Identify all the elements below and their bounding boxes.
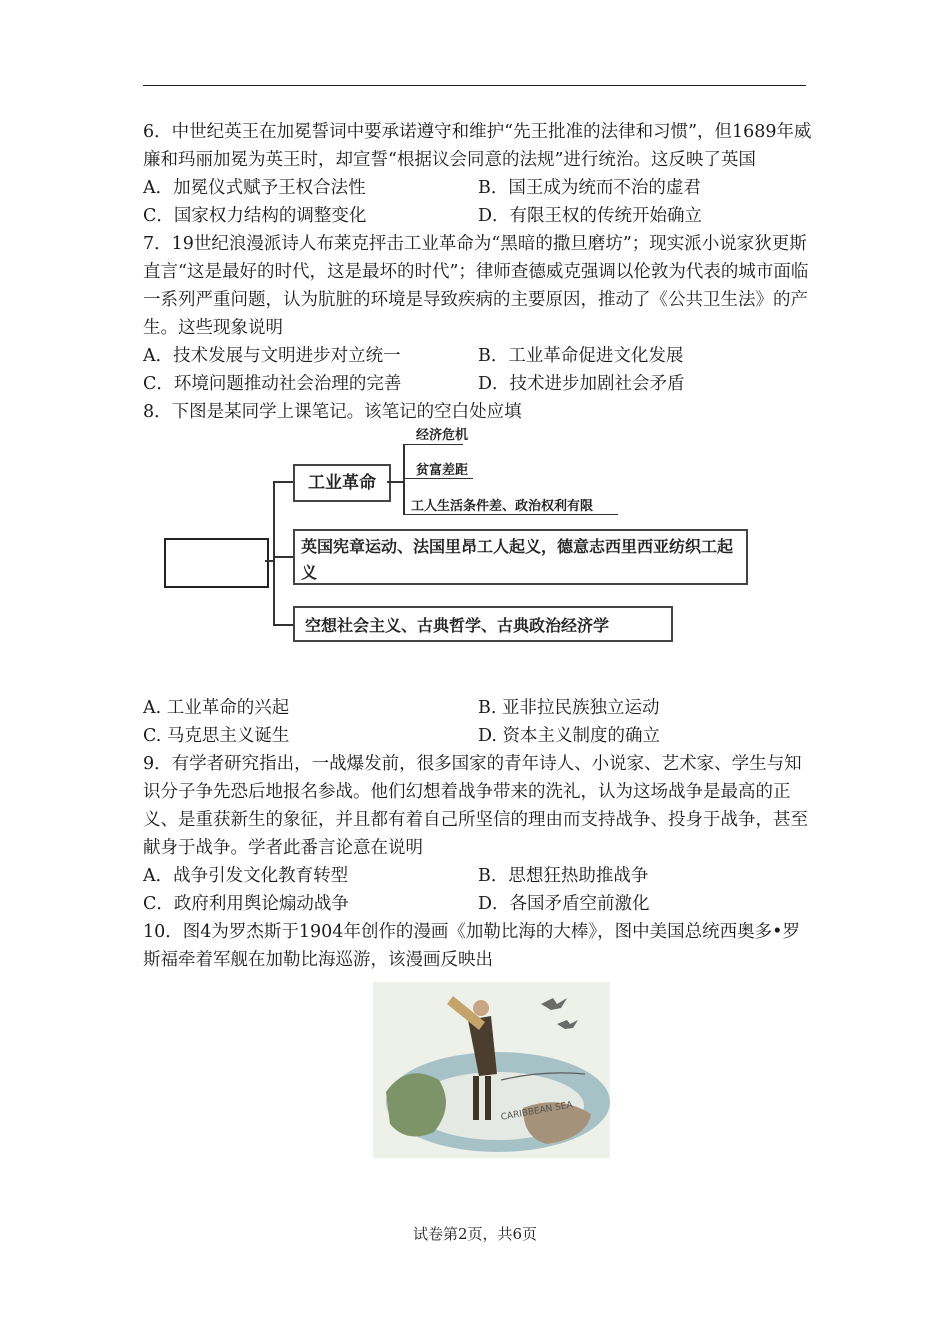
connector-line <box>273 556 293 558</box>
caribbean-sea-label: CARIBBEAN SEA <box>500 1100 574 1123</box>
q7-option-a: A．技术发展与文明进步对立统一 <box>143 346 401 366</box>
q9-option-a: A．战争引发文化教育转型 <box>143 866 349 886</box>
q8-option-c: C. 马克思主义诞生 <box>143 726 290 746</box>
q6-option-b: B．国王成为统而不治的虚君 <box>478 178 701 198</box>
big-stick-cartoon-image <box>373 982 610 1158</box>
question-6-options-row1 <box>143 174 813 202</box>
blank-box <box>164 538 269 588</box>
theory-sources-box: 空想社会主义、古典哲学、古典政治经济学 <box>293 606 673 642</box>
q8-option-d: D. 资本主义制度的确立 <box>478 726 661 746</box>
question-6-options-row2 <box>143 202 813 230</box>
question-8-options-row2 <box>143 722 813 750</box>
question-9-stem: 9．有学者研究指出，一战爆发前，很多国家的青年诗人、小说家、艺术家、学生与知识分子争先恐后地报名参战。他们幻想着战争带来的洗礼，认为这场战争是最高的正义、是重获新生的象征，并且都有着自己所坚信的理由而支持战争、投身于战争，甚至献身于战争。学者此番言论意在说明 <box>143 754 808 858</box>
q9-option-b: B．思想狂热助推战争 <box>478 866 649 886</box>
question-7-options-row2 <box>143 370 813 398</box>
question-9-options-row2 <box>143 890 813 918</box>
sub-worker-conditions: 工人生活条件差、政治权利有限 <box>411 499 594 514</box>
connector-trunk <box>273 481 275 626</box>
q6-option-d: D．有限王权的传统开始确立 <box>478 206 703 226</box>
page-footer: 试卷第2页，共6页 <box>412 1225 538 1243</box>
question-7-stem: 7．19世纪浪漫派诗人布莱克抨击工业革命为“黑暗的撒旦磨坊”；现实派小说家狄更斯直言“这是最好的时代，这是最坏的时代”；律师查德威克强调以伦敦为代表的城市面临一系列严重问题，认为肮脏的环境是导致疾病的主要原因，推动了《公共卫生法》的产生。这些现象说明 <box>143 234 809 338</box>
connector-line <box>387 481 403 483</box>
question-6-stem: 6．中世纪英王在加冕誓词中要承诺遵守和维护“先王批准的法律和习惯”，但1689年威廉和玛丽加冕为英王时，却宣誓“根据议会同意的法规”进行统治。这反映了英国 <box>143 122 812 170</box>
q7-option-b: B．工业革命促进文化发展 <box>478 346 684 366</box>
question-8-options-row1 <box>143 694 813 722</box>
q7-option-c: C．环境问题推动社会治理的完善 <box>143 374 402 394</box>
question-10-stem: 10．图4为罗杰斯于1904年创作的漫画《加勒比海的大棒》，图中美国总统西奥多•罗斯福牵着军舰在加勒比海巡游，该漫画反映出 <box>143 922 801 970</box>
question-7-options-row1 <box>143 342 813 370</box>
question-9-options-row1 <box>143 862 813 890</box>
branch-trunk <box>403 444 405 514</box>
q7-option-d: D．技术进步加剧社会矛盾 <box>478 374 685 394</box>
q6-option-c: C．国家权力结构的调整变化 <box>143 206 367 226</box>
connector-line <box>273 481 293 483</box>
q9-option-d: D．各国矛盾空前激化 <box>478 894 650 914</box>
industrial-revolution-box: 工业革命 <box>293 464 391 502</box>
workers-movement-box: 英国宪章运动、法国里昂工人起义，德意志西里西亚纺织工起义 <box>293 529 748 585</box>
q8-option-a: A. 工业革命的兴起 <box>143 698 290 718</box>
sub-economic-crisis: 经济危机 <box>416 428 469 443</box>
class-notes-diagram <box>143 426 813 694</box>
q8-option-b: B. 亚非拉民族独立运动 <box>478 698 660 718</box>
connector-line <box>273 624 293 626</box>
connector-line <box>265 560 273 562</box>
q6-option-a: A．加冕仪式赋予王权合法性 <box>143 178 366 198</box>
header-rule <box>143 85 806 86</box>
question-8-stem: 8．下图是某同学上课笔记。该笔记的空白处应填 <box>143 402 522 422</box>
exam-content <box>143 118 813 1158</box>
sub-wealth-gap: 贫富差距 <box>416 463 469 478</box>
q9-option-c: C．政府利用舆论煽动战争 <box>143 894 349 914</box>
